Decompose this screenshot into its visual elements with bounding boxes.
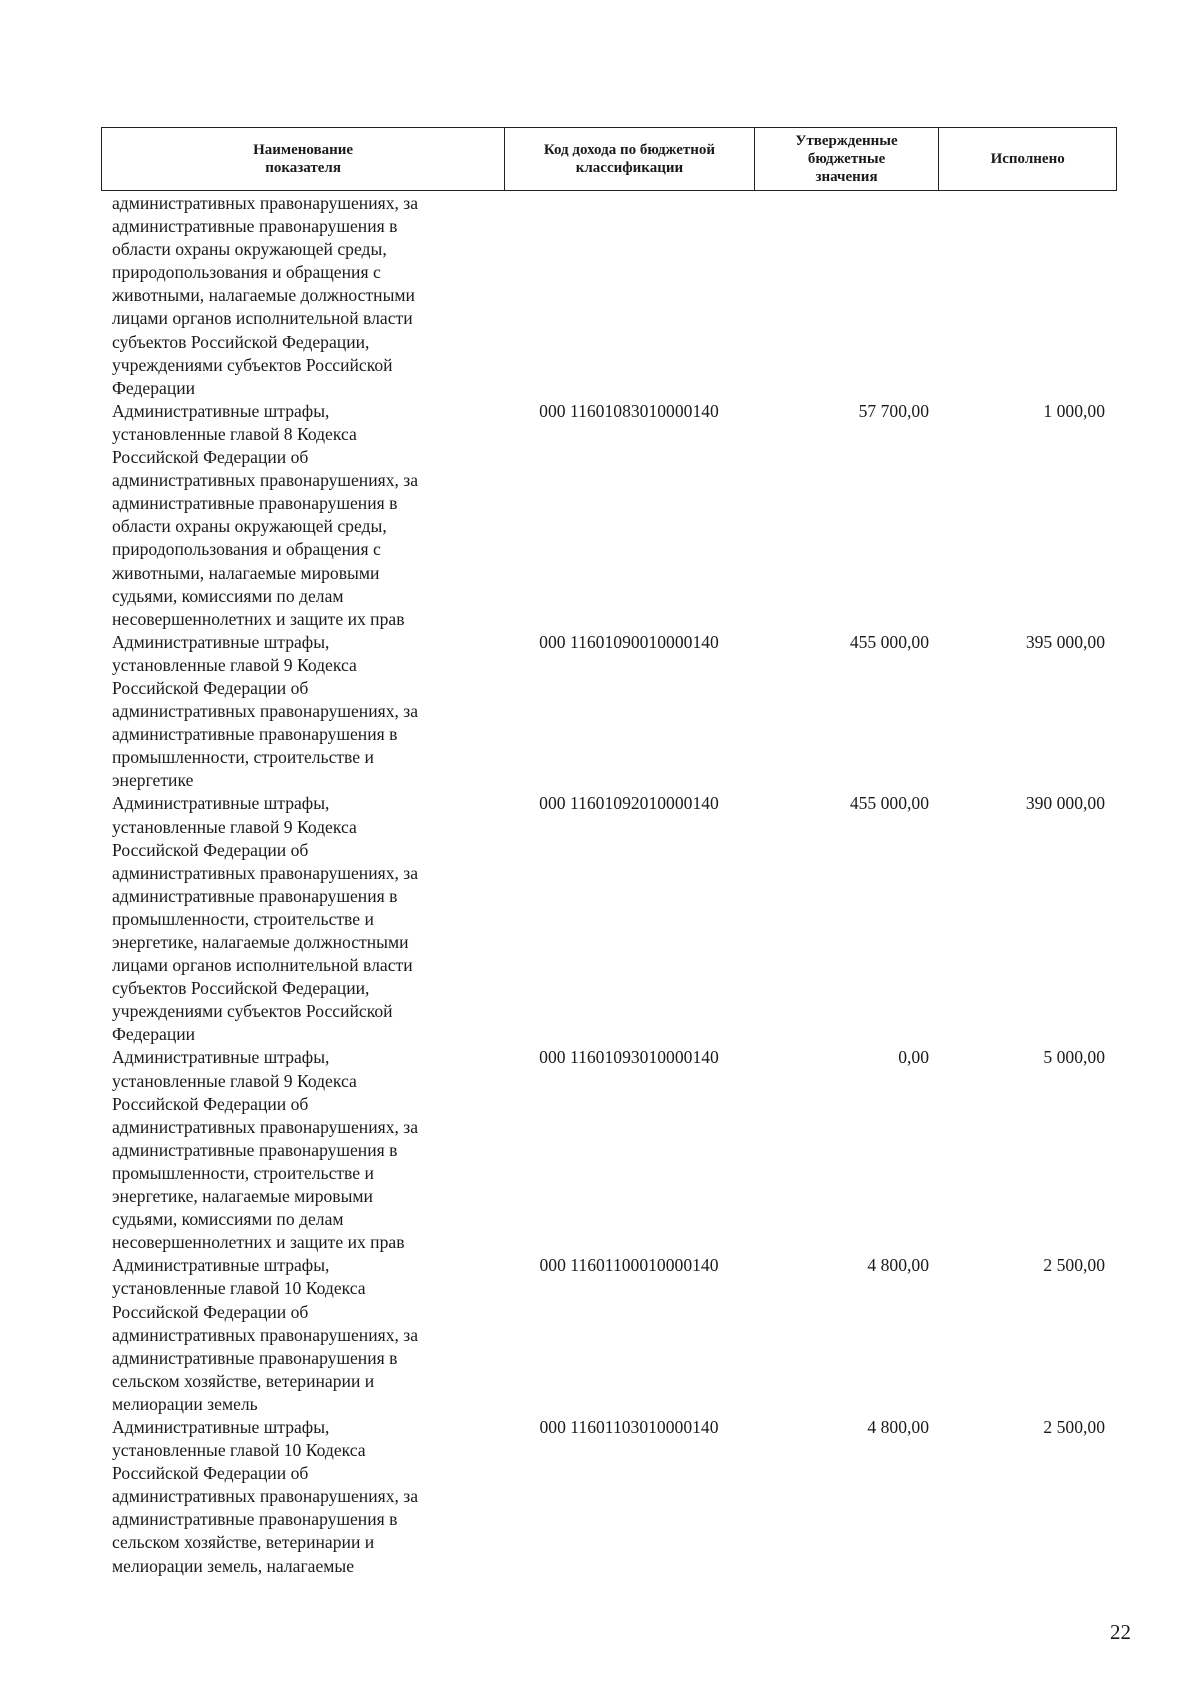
table-row [101,192,1117,400]
header-executed: Исполнено [938,128,1116,190]
header-name: Наименование показателя [253,142,354,176]
row-approved: 455 000,00 [849,631,929,652]
table-row [101,1046,1117,1254]
row-code: 000 11601090010000140 [539,631,719,652]
row-executed: 395 000,00 [1025,631,1105,652]
row-executed: 2 500,00 [1043,1255,1105,1276]
table-row [101,1254,1117,1416]
row-approved: 4 800,00 [867,1255,929,1276]
header-code: Код дохода по бюджетной классификации [504,128,754,190]
table-header [101,127,1117,191]
row-executed: 1 000,00 [1043,400,1105,421]
row-code: 000 11601093010000140 [539,1047,719,1068]
row-executed: 390 000,00 [1025,793,1105,814]
row-name: Административные штрафы, установленные главой 9 Кодекса Российской Федерации об административных правонарушениях, за административные правонарушения в промышленности, строительстве и энергетике [112,631,419,791]
row-name: Административные штрафы, установленные главой 9 Кодекса Российской Федерации об административных правонарушениях, за административные правонарушения в промышленности, строительстве и энергетике, налагаемые мировыми судьями, комиссиями по делам несовершеннолетних и защите их прав [112,1047,419,1253]
row-executed: 2 500,00 [1043,1416,1105,1437]
row-approved: 0,00 [898,1047,929,1068]
row-approved: 455 000,00 [849,793,929,814]
row-code: 000 11601103010000140 [539,1416,719,1437]
row-code: 000 11601083010000140 [539,400,719,421]
table-body [101,192,1117,1578]
row-executed [939,192,1117,400]
row-code [504,192,754,400]
row-approved [754,192,939,400]
row-code: 000 11601100010000140 [539,1255,719,1276]
page-number: 22 [1110,1620,1131,1644]
row-name: административных правонарушениях, за административные правонарушения в области охраны окружающей среды, природопользования и обращения с животными, налагаемые должностными лицами органов исполнительной власти субъектов Российской Федерации, учреждениями субъектов Российской Федерации [112,193,419,398]
row-name: Административные штрафы, установленные главой 8 Кодекса Российской Федерации об административных правонарушениях, за административные правонарушения в области охраны окружающей среды, природопользования и обращения с животными, налагаемые мировыми судьями, комиссиями по делам несовершеннолетних и защите их прав [112,400,419,629]
table-row [101,792,1117,1046]
row-code: 000 11601092010000140 [539,793,719,814]
table-row [101,631,1117,793]
row-name: Административные штрафы, установленные главой 9 Кодекса Российской Федерации об административных правонарушениях, за административные правонарушения в промышленности, строительстве и энергетике, налагаемые должностными лицами органов исполнительной власти субъектов Российской Федерации, учреждениями субъектов Российской Федерации [112,793,419,1045]
row-executed: 5 000,00 [1043,1047,1105,1068]
row-name: Административные штрафы, установленные главой 10 Кодекса Российской Федерации об административных правонарушениях, за административные правонарушения в сельском хозяйстве, ветеринарии и мелиорации земель, налагаемые [112,1416,419,1576]
row-approved: 4 800,00 [867,1416,929,1437]
row-name: Административные штрафы, установленные главой 10 Кодекса Российской Федерации об административных правонарушениях, за административные правонарушения в сельском хозяйстве, ветеринарии и мелиорации земель [112,1255,419,1414]
row-approved: 57 700,00 [858,400,929,421]
table-row [101,400,1117,631]
header-approved: Утвержденные бюджетные значения [754,128,939,190]
table-row [101,1416,1117,1578]
